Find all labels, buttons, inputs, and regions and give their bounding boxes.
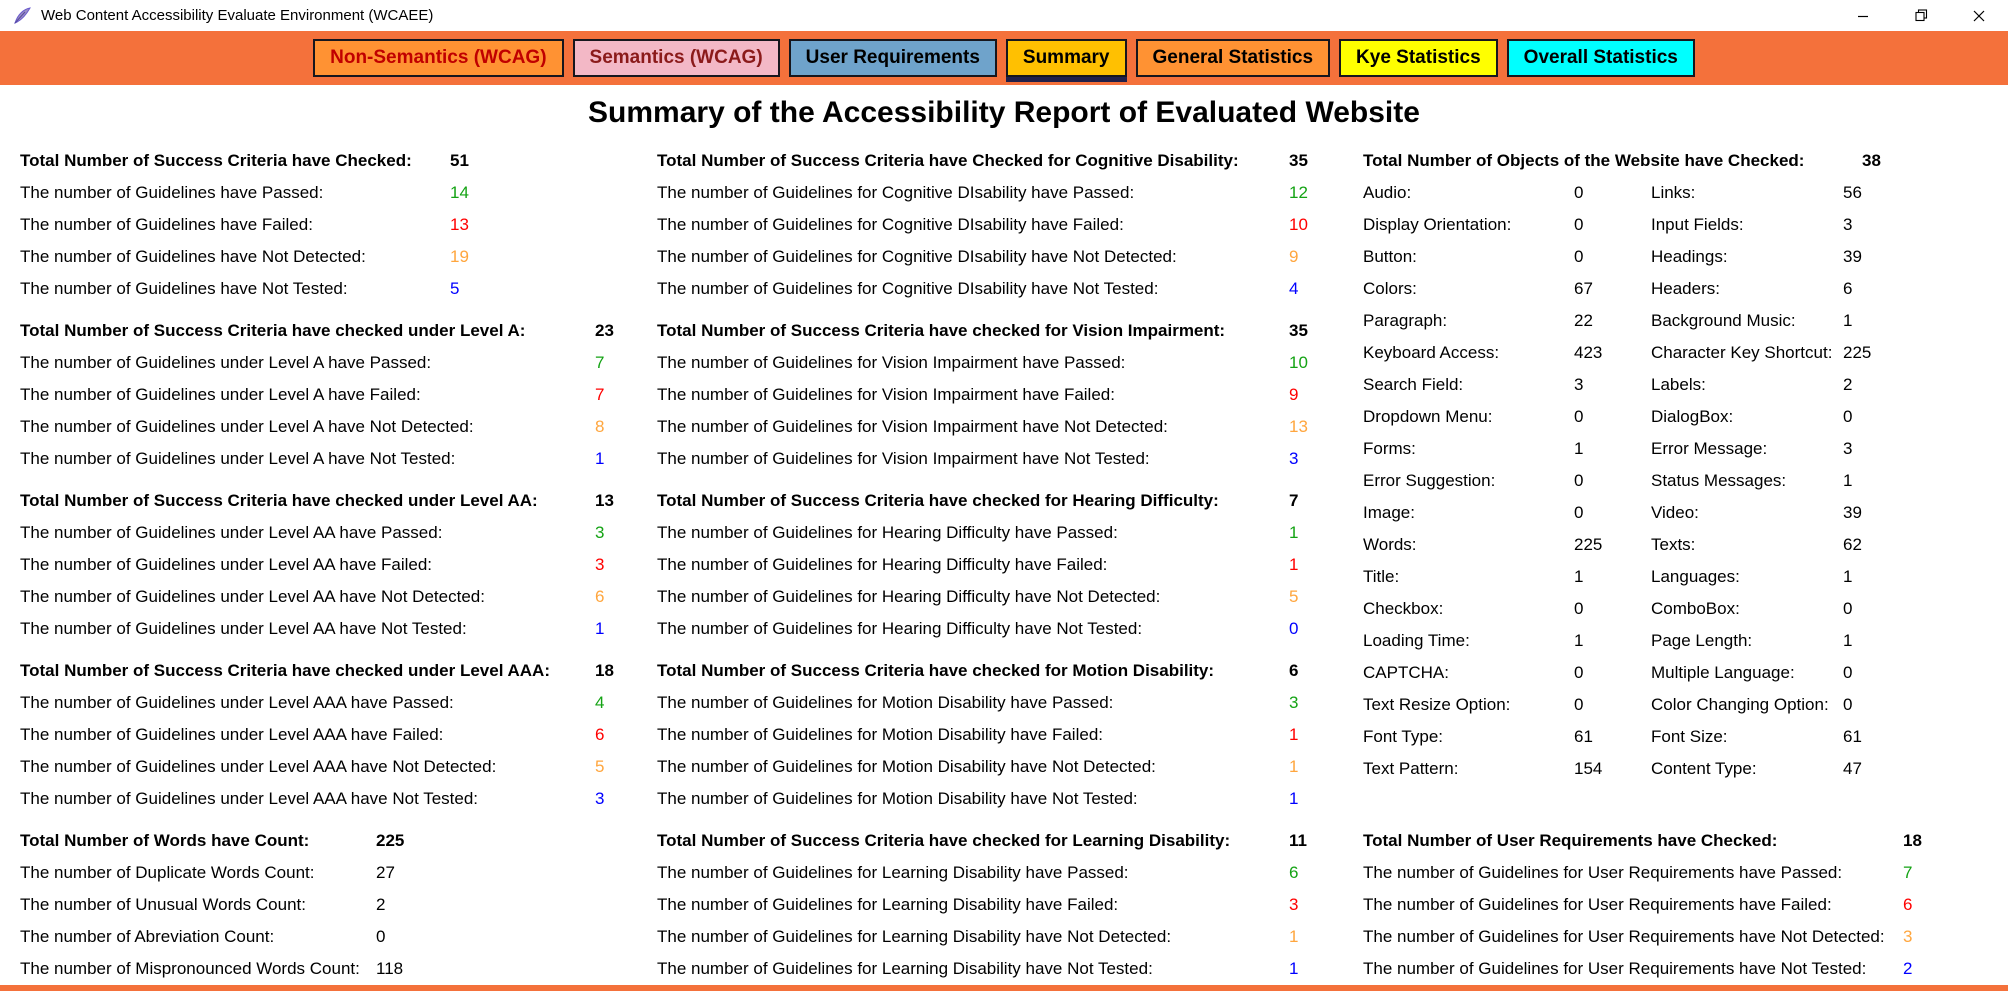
stat-label: The number of Guidelines for Learning Disability have Passed: [657, 863, 1129, 882]
section-header [20, 655, 635, 687]
section-header [657, 655, 1337, 687]
object-value: 0 [1843, 599, 1853, 618]
section-header [1363, 145, 1988, 177]
stat-value: 13 [450, 215, 469, 234]
stat-label: The number of Guidelines have Not Tested: [20, 279, 348, 298]
stat-row [657, 751, 1337, 783]
object-value: 225 [1574, 535, 1603, 554]
stat-value: 1 [1289, 523, 1299, 542]
stat-section [20, 485, 635, 645]
tab-kye-statistics[interactable]: Kye Statistics [1339, 39, 1498, 77]
title-bar [0, 0, 2008, 31]
stat-section [1363, 825, 1988, 985]
window-controls [1834, 0, 2008, 31]
object-value: 61 [1574, 727, 1593, 746]
stat-label: The number of Guidelines for Cognitive DIsability have Not Detected: [657, 247, 1177, 266]
stat-row [20, 241, 635, 273]
stat-row [20, 581, 635, 613]
stat-label: The number of Unusual Words Count: [20, 895, 306, 914]
object-value: 2 [1843, 375, 1853, 394]
object-label: Headings: [1651, 247, 1728, 266]
stat-label: The number of Guidelines for User Requirements have Failed: [1363, 895, 1832, 914]
stat-label: The number of Guidelines under Level AAA have Passed: [20, 693, 454, 712]
stat-value: 19 [450, 247, 469, 266]
object-value: 0 [1574, 599, 1584, 618]
object-value: 62 [1843, 535, 1862, 554]
stat-row [20, 687, 635, 719]
stat-value: 9 [1289, 247, 1299, 266]
stat-label: The number of Guidelines for Hearing Difficulty have Not Detected: [657, 587, 1161, 606]
stat-label: The number of Guidelines for Motion Disability have Failed: [657, 725, 1103, 744]
section-total: 35 [1289, 151, 1308, 170]
bottom-strip [0, 985, 2008, 991]
section-total: 6 [1289, 661, 1299, 680]
page-title: Summary of the Accessibility Report of Evaluated Website [588, 96, 1420, 129]
stat-row [657, 517, 1337, 549]
stat-row [1363, 921, 1988, 953]
section-total: 225 [376, 831, 405, 850]
object-label: Keyboard Access: [1363, 343, 1500, 362]
stat-row [20, 783, 635, 815]
object-label: Video: [1651, 503, 1699, 522]
object-label: ComboBox: [1651, 599, 1740, 618]
section-title: Total Number of Objects of the Website have Checked: [1363, 151, 1805, 170]
object-value: 0 [1843, 695, 1853, 714]
object-label: Labels: [1651, 375, 1706, 394]
stat-section [20, 315, 635, 475]
stat-row [20, 751, 635, 783]
stat-row [657, 783, 1337, 815]
tab-user-requirements[interactable]: User Requirements [789, 39, 997, 77]
stat-value: 10 [1289, 353, 1308, 372]
section-header [20, 825, 635, 857]
object-value: 67 [1574, 279, 1593, 298]
object-value: 0 [1843, 663, 1853, 682]
stat-value: 1 [1289, 555, 1299, 574]
stat-row [20, 549, 635, 581]
stat-label: The number of Abreviation Count: [20, 927, 275, 946]
stat-value: 118 [376, 959, 404, 978]
close-button[interactable] [1950, 0, 2008, 31]
section-total: 51 [450, 151, 469, 170]
app-icon [12, 6, 32, 26]
stat-label: The number of Duplicate Words Count: [20, 863, 315, 882]
stat-row [1363, 889, 1988, 921]
stat-row [657, 687, 1337, 719]
stat-value: 8 [595, 417, 605, 436]
stat-row [657, 411, 1337, 443]
object-value: 0 [1574, 407, 1584, 426]
object-value: 0 [1574, 183, 1584, 202]
object-label: Checkbox: [1363, 599, 1444, 618]
object-value: 56 [1843, 183, 1862, 202]
object-label: Status Messages: [1651, 471, 1787, 490]
section-title: Total Number of Words have Count: [20, 831, 310, 850]
stat-label: The number of Guidelines for Vision Impairment have Passed: [657, 353, 1126, 372]
stat-value: 1 [1289, 789, 1299, 808]
stat-row [20, 613, 635, 645]
stat-value: 3 [1289, 449, 1299, 468]
objects-grid [1363, 177, 1988, 785]
stat-row [1363, 857, 1988, 889]
stat-value: 3 [1289, 895, 1299, 914]
stat-value: 6 [1903, 895, 1913, 914]
stat-row [20, 857, 635, 889]
section-header [657, 485, 1337, 517]
window-title: Web Content Accessibility Evaluate Environment (WCAEE) [41, 7, 434, 24]
stat-label: The number of Guidelines under Level AAA have Not Detected: [20, 757, 497, 776]
section-header [657, 825, 1337, 857]
object-value: 6 [1843, 279, 1853, 298]
object-label: Page Length: [1651, 631, 1753, 650]
object-label: Input Fields: [1651, 215, 1744, 234]
stat-row [657, 241, 1337, 273]
stat-value: 6 [1289, 863, 1299, 882]
section-title: Total Number of Success Criteria have checked for Hearing Difficulty: [657, 491, 1219, 510]
stat-value: 2 [1903, 959, 1913, 978]
stat-row [657, 857, 1337, 889]
object-value: 1 [1843, 471, 1853, 490]
stat-section [657, 315, 1337, 475]
section-title: Total Number of Success Criteria have Checked for Cognitive Disability: [657, 151, 1239, 170]
stat-row [657, 719, 1337, 751]
section-title: Total Number of Success Criteria have checked under Level A: [20, 321, 526, 340]
object-label: Character Key Shortcut: [1651, 343, 1833, 362]
stat-row [657, 347, 1337, 379]
stat-label: The number of Guidelines for Cognitive DIsability have Failed: [657, 215, 1124, 234]
object-label: Search Field: [1363, 375, 1464, 394]
stat-label: The number of Guidelines for Learning Disability have Not Detected: [657, 927, 1172, 946]
section-header [1363, 825, 1988, 857]
stat-row [20, 379, 635, 411]
stat-row [657, 921, 1337, 953]
object-label: Links: [1651, 183, 1696, 202]
stat-section [657, 145, 1337, 305]
stat-section [20, 825, 635, 985]
stat-row [20, 177, 635, 209]
stat-row [1363, 953, 1988, 985]
stat-value: 7 [1903, 863, 1913, 882]
object-label: Colors: [1363, 279, 1417, 298]
stat-value: 13 [1289, 417, 1308, 436]
stat-value: 1 [1289, 959, 1299, 978]
object-label: Image: [1363, 503, 1415, 522]
stat-value: 27 [376, 863, 395, 882]
object-value: 1 [1574, 439, 1584, 458]
object-label: Text Pattern: [1363, 759, 1459, 778]
object-value: 1 [1843, 311, 1853, 330]
section-header [20, 145, 635, 177]
stat-label: The number of Guidelines for Vision Impairment have Not Tested: [657, 449, 1150, 468]
column-middle [657, 145, 1337, 985]
tab-summary[interactable]: Summary [1006, 39, 1127, 77]
stat-value: 0 [376, 927, 386, 946]
stat-value: 3 [595, 789, 605, 808]
column-right [1363, 145, 1988, 985]
object-value: 3 [1843, 215, 1853, 234]
stat-label: The number of Guidelines under Level A have Not Detected: [20, 417, 474, 436]
stat-label: The number of Guidelines for Cognitive DIsability have Passed: [657, 183, 1135, 202]
stat-label: The number of Guidelines have Not Detected: [20, 247, 366, 266]
stat-value: 6 [595, 725, 605, 744]
object-label: Content Type: [1651, 759, 1757, 778]
stat-label: The number of Guidelines under Level A have Passed: [20, 353, 432, 372]
object-value: 61 [1843, 727, 1862, 746]
stat-label: The number of Guidelines under Level AA have Not Tested: [20, 619, 467, 638]
object-label: Forms: [1363, 439, 1416, 458]
stat-value: 14 [450, 183, 469, 202]
object-value: 1 [1843, 631, 1853, 650]
object-label: Audio: [1363, 183, 1412, 202]
object-value: 0 [1574, 215, 1584, 234]
stat-value: 5 [595, 757, 605, 776]
stat-value: 9 [1289, 385, 1299, 404]
object-value: 0 [1574, 695, 1584, 714]
stat-label: The number of Guidelines for Learning Disability have Not Tested: [657, 959, 1153, 978]
object-label: Languages: [1651, 567, 1740, 586]
stat-value: 3 [1289, 693, 1299, 712]
stat-value: 3 [1903, 927, 1913, 946]
object-value: 39 [1843, 247, 1862, 266]
stat-row [20, 517, 635, 549]
stat-label: The number of Guidelines have Failed: [20, 215, 313, 234]
stat-value: 5 [1289, 587, 1299, 606]
maximize-button[interactable] [1892, 0, 1950, 31]
minimize-button[interactable] [1834, 0, 1892, 31]
stat-row [657, 379, 1337, 411]
stat-section [20, 145, 635, 305]
stat-section [657, 825, 1337, 985]
stat-value: 10 [1289, 215, 1308, 234]
section-title: Total Number of Success Criteria have checked for Motion Disability: [657, 661, 1215, 680]
object-label: Headers: [1651, 279, 1720, 298]
section-total: 13 [595, 491, 614, 510]
stat-label: The number of Guidelines for Hearing Difficulty have Failed: [657, 555, 1108, 574]
stat-value: 7 [595, 385, 605, 404]
stat-label: The number of Guidelines for Learning Disability have Failed: [657, 895, 1119, 914]
object-label: Paragraph: [1363, 311, 1448, 330]
stat-label: The number of Guidelines for User Requirements have Not Tested: [1363, 959, 1867, 978]
stat-label: The number of Guidelines have Passed: [20, 183, 324, 202]
section-header [657, 315, 1337, 347]
stat-row [657, 273, 1337, 305]
object-value: 154 [1574, 759, 1603, 778]
stat-section [657, 485, 1337, 645]
stat-row [657, 209, 1337, 241]
stat-value: 1 [595, 449, 605, 468]
stat-row [20, 411, 635, 443]
tab-non-semantics-wcag[interactable]: Non-Semantics (WCAG) [313, 39, 563, 77]
object-label: Text Resize Option: [1363, 695, 1511, 714]
section-total: 7 [1289, 491, 1299, 510]
section-total: 23 [595, 321, 614, 340]
object-value: 1 [1574, 631, 1584, 650]
tab-general-statistics[interactable]: General Statistics [1136, 39, 1331, 77]
section-total: 18 [1903, 831, 1922, 850]
stat-value: 0 [1289, 619, 1299, 638]
stat-section [20, 655, 635, 815]
object-value: 47 [1843, 759, 1862, 778]
stat-value: 1 [595, 619, 605, 638]
minimize-icon [1857, 10, 1869, 22]
stat-label: The number of Guidelines for Motion Disability have Not Tested: [657, 789, 1138, 808]
stat-label: The number of Guidelines for Motion Disability have Not Detected: [657, 757, 1156, 776]
restore-icon [1915, 9, 1928, 22]
stat-row [657, 549, 1337, 581]
stat-label: The number of Mispronounced Words Count: [20, 959, 360, 978]
stat-row [20, 209, 635, 241]
stat-row [657, 177, 1337, 209]
stat-label: The number of Guidelines under Level AA have Failed: [20, 555, 433, 574]
object-label: Font Type: [1363, 727, 1444, 746]
section-title: Total Number of Success Criteria have checked for Learning Disability: [657, 831, 1231, 850]
object-value: 39 [1843, 503, 1862, 522]
stat-label: The number of Guidelines under Level A have Not Tested: [20, 449, 456, 468]
stat-value: 1 [1289, 725, 1299, 744]
object-label: Button: [1363, 247, 1417, 266]
stat-row [20, 889, 635, 921]
stat-label: The number of Guidelines for Cognitive DIsability have Not Tested: [657, 279, 1159, 298]
object-label: CAPTCHA: [1363, 663, 1449, 682]
stat-value: 3 [595, 555, 605, 574]
object-value: 0 [1574, 503, 1584, 522]
object-label: Texts: [1651, 535, 1696, 554]
object-value: 3 [1843, 439, 1853, 458]
column-left [20, 145, 635, 985]
stat-row [20, 921, 635, 953]
stat-label: The number of Guidelines for User Requirements have Passed: [1363, 863, 1843, 882]
stat-label: The number of Guidelines under Level AAA have Failed: [20, 725, 444, 744]
section-header [20, 315, 635, 347]
stat-row [657, 889, 1337, 921]
object-label: DialogBox: [1651, 407, 1734, 426]
object-value: 3 [1574, 375, 1584, 394]
section-title: Total Number of Success Criteria have checked under Level AA: [20, 491, 538, 510]
stat-row [657, 953, 1337, 985]
object-label: Error Suggestion: [1363, 471, 1496, 490]
object-label: Color Changing Option: [1651, 695, 1829, 714]
section-title: Total Number of Success Criteria have checked under Level AAA: [20, 661, 550, 680]
object-value: 0 [1574, 471, 1584, 490]
tab-overall-statistics[interactable]: Overall Statistics [1507, 39, 1695, 77]
object-label: Error Message: [1651, 439, 1768, 458]
content [0, 133, 2008, 985]
stat-value: 3 [595, 523, 605, 542]
stat-label: The number of Guidelines under Level A have Failed: [20, 385, 421, 404]
section-title: Total Number of User Requirements have Checked: [1363, 831, 1778, 850]
stat-section [657, 655, 1337, 815]
object-value: 225 [1843, 343, 1872, 362]
object-label: Title: [1363, 567, 1400, 586]
object-value: 1 [1843, 567, 1853, 586]
tab-semantics-wcag[interactable]: Semantics (WCAG) [573, 39, 780, 77]
object-value: 0 [1574, 663, 1584, 682]
stat-value: 5 [450, 279, 460, 298]
section-header [20, 485, 635, 517]
stat-row [20, 719, 635, 751]
objects-section [1363, 145, 1988, 785]
stat-row [20, 443, 635, 475]
object-label: Background Music: [1651, 311, 1796, 330]
stat-value: 12 [1289, 183, 1308, 202]
object-label: Font Size: [1651, 727, 1728, 746]
object-value: 0 [1574, 247, 1584, 266]
object-value: 423 [1574, 343, 1603, 362]
stat-value: 6 [595, 587, 605, 606]
stat-value: 7 [595, 353, 605, 372]
object-value: 1 [1574, 567, 1584, 586]
stat-value: 4 [595, 693, 605, 712]
stat-row [657, 613, 1337, 645]
stat-row [20, 273, 635, 305]
object-label: Words: [1363, 535, 1417, 554]
stat-label: The number of Guidelines for Motion Disability have Passed: [657, 693, 1114, 712]
stat-value: 4 [1289, 279, 1299, 298]
tab-bar [0, 31, 2008, 85]
stat-row [20, 953, 635, 985]
section-total: 38 [1862, 151, 1881, 170]
stat-label: The number of Guidelines under Level AAA have Not Tested: [20, 789, 479, 808]
section-total: 11 [1289, 831, 1307, 850]
object-label: Multiple Language: [1651, 663, 1795, 682]
stat-label: The number of Guidelines for Hearing Difficulty have Passed: [657, 523, 1118, 542]
stat-label: The number of Guidelines for Vision Impairment have Not Detected: [657, 417, 1168, 436]
stat-value: 1 [1289, 757, 1299, 776]
stat-row [657, 443, 1337, 475]
object-value: 22 [1574, 311, 1593, 330]
object-label: Display Orientation: [1363, 215, 1512, 234]
stat-value: 2 [376, 895, 386, 914]
object-label: Dropdown Menu: [1363, 407, 1493, 426]
section-title: Total Number of Success Criteria have Checked: [20, 151, 412, 170]
close-icon [1973, 10, 1985, 22]
section-total: 18 [595, 661, 614, 680]
object-label: Loading Time: [1363, 631, 1470, 650]
stat-value: 1 [1289, 927, 1299, 946]
object-value: 0 [1843, 407, 1853, 426]
stat-label: The number of Guidelines for User Requirements have Not Detected: [1363, 927, 1885, 946]
stat-row [657, 581, 1337, 613]
section-title: Total Number of Success Criteria have checked for Vision Impairment: [657, 321, 1226, 340]
stat-label: The number of Guidelines for Hearing Difficulty have Not Tested: [657, 619, 1143, 638]
section-total: 35 [1289, 321, 1308, 340]
stat-label: The number of Guidelines under Level AA have Passed: [20, 523, 443, 542]
stat-label: The number of Guidelines under Level AA have Not Detected: [20, 587, 485, 606]
section-header [657, 145, 1337, 177]
stat-label: The number of Guidelines for Vision Impairment have Failed: [657, 385, 1115, 404]
stat-row [20, 347, 635, 379]
